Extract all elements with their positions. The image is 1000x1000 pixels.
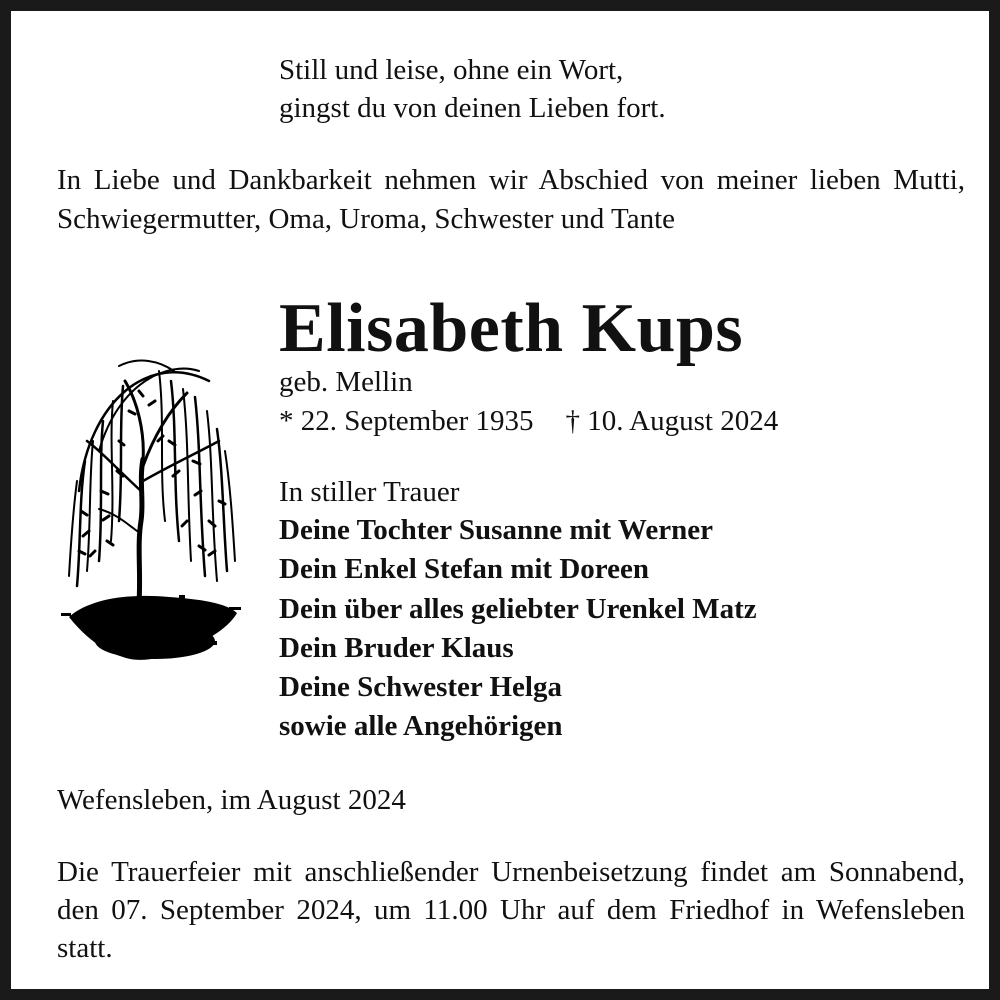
- birth-date: * 22. September 1935: [279, 405, 534, 437]
- mourner-item: Deine Schwester Helga: [279, 671, 562, 704]
- mourners-list: [279, 511, 757, 747]
- funeral-service-note: Die Trauerfeier mit anschließender Urnenbeisetzung findet am Sonnabend, den 07. September 2024, um 11.00 Uhr auf dem Friedhof in Wefensleben statt.: [57, 856, 965, 964]
- mourner-item: Dein Bruder Klaus: [279, 631, 514, 664]
- place-and-date: Wefensleben, im August 2024: [57, 784, 406, 816]
- poem: [279, 51, 666, 127]
- mourner-item: Dein Enkel Stefan mit Doreen: [279, 553, 650, 586]
- intro-text: In Liebe und Dankbarkeit nehmen wir Abschied von meiner lieben Mutti, Schwiegermutter, Oma, Uroma, Schwester und Tante: [57, 164, 965, 235]
- deceased-name: Elisabeth Kups: [279, 290, 744, 367]
- life-dates: [279, 402, 778, 440]
- mourner-item: Deine Tochter Susanne mit Werner: [279, 514, 713, 546]
- mourner-item: sowie alle Angehörigen: [279, 710, 563, 743]
- poem-line-2: gingst du von deinen Lieben fort.: [279, 92, 666, 124]
- weeping-willow-icon: [59, 341, 243, 671]
- death-date: † 10. August 2024: [565, 405, 779, 437]
- poem-line-1: Still und leise, ohne ein Wort,: [279, 54, 624, 86]
- mourning-label: In stiller Trauer: [279, 476, 460, 508]
- mourner-item: Dein über alles geliebter Urenkel Matz: [279, 592, 757, 625]
- birth-name: geb. Mellin: [279, 366, 413, 398]
